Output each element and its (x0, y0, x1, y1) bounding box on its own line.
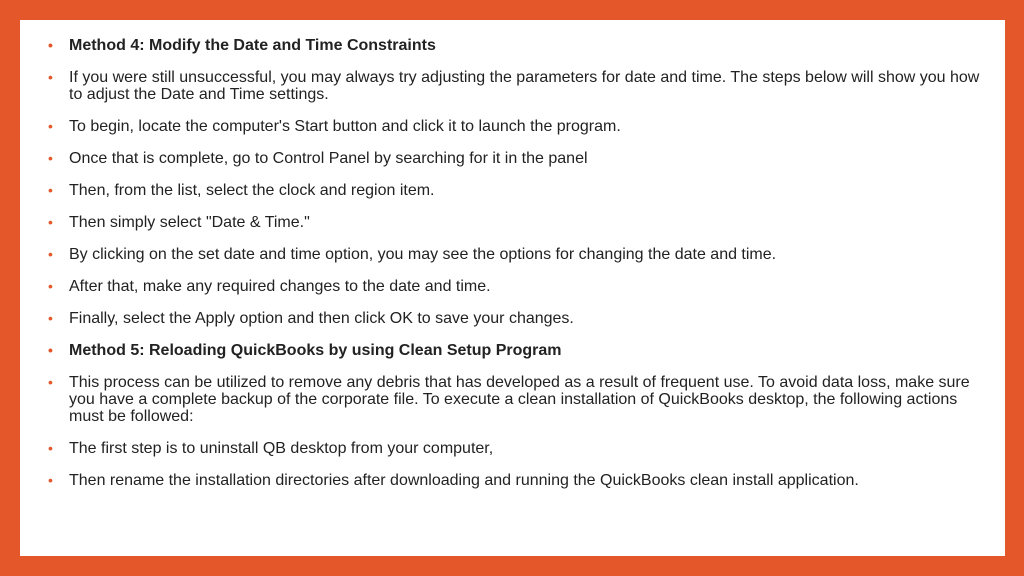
bullet-item (48, 182, 983, 199)
bullet-text: Then, from the list, select the clock and region item. (69, 182, 435, 199)
bullet-item (48, 472, 983, 489)
bullet-text: By clicking on the set date and time option, you may see the options for changing the date and time. (69, 246, 777, 263)
bullet-text: Once that is complete, go to Control Panel by searching for it in the panel (69, 150, 588, 167)
bullet-icon: • (48, 118, 53, 134)
bullet-item (48, 342, 983, 359)
slide-content (20, 20, 1005, 556)
bullet-item (48, 69, 983, 103)
bullet-item (48, 246, 983, 263)
bullet-text: Finally, select the Apply option and then click OK to save your changes. (69, 310, 574, 327)
bullet-icon: • (48, 69, 53, 85)
bullet-item (48, 214, 983, 231)
bullet-icon: • (48, 278, 53, 294)
bullet-icon: • (48, 182, 53, 198)
bullet-icon: • (48, 310, 53, 326)
bullet-text: To begin, locate the computer's Start button and click it to launch the program. (69, 118, 621, 135)
bullet-text: Method 4: Modify the Date and Time Constraints (69, 37, 436, 54)
bullet-icon: • (48, 374, 53, 390)
bullet-item (48, 278, 983, 295)
bullet-text: Method 5: Reloading QuickBooks by using Clean Setup Program (69, 342, 562, 359)
bullet-icon: • (48, 440, 53, 456)
bullet-icon: • (48, 37, 53, 53)
bullet-text: The first step is to uninstall QB desktop from your computer, (69, 440, 494, 457)
bullet-icon: • (48, 342, 53, 358)
bullet-item (48, 310, 983, 327)
bullet-item (48, 374, 983, 425)
bullet-text: After that, make any required changes to the date and time. (69, 278, 491, 295)
bullet-icon: • (48, 246, 53, 262)
bullet-text: Then simply select "Date & Time." (69, 214, 310, 231)
bullet-text: If you were still unsuccessful, you may always try adjusting the parameters for date and time. The steps below will show you how to adjust the Date and Time settings. (69, 69, 980, 103)
bullet-item (48, 440, 983, 457)
bullet-item (48, 118, 983, 135)
bullet-item (48, 37, 983, 54)
bullet-icon: • (48, 472, 53, 488)
bullet-item (48, 150, 983, 167)
bullet-text: Then rename the installation directories after downloading and running the QuickBooks clean install application. (69, 472, 859, 489)
bullet-icon: • (48, 214, 53, 230)
bullet-text: This process can be utilized to remove any debris that has developed as a result of frequent use. To avoid data loss, make sure you have a complete backup of the corporate file. To execute a clean installation of QuickBooks desktop, the following actions must be followed: (69, 374, 970, 425)
bullet-list (48, 37, 983, 504)
bullet-icon: • (48, 150, 53, 166)
